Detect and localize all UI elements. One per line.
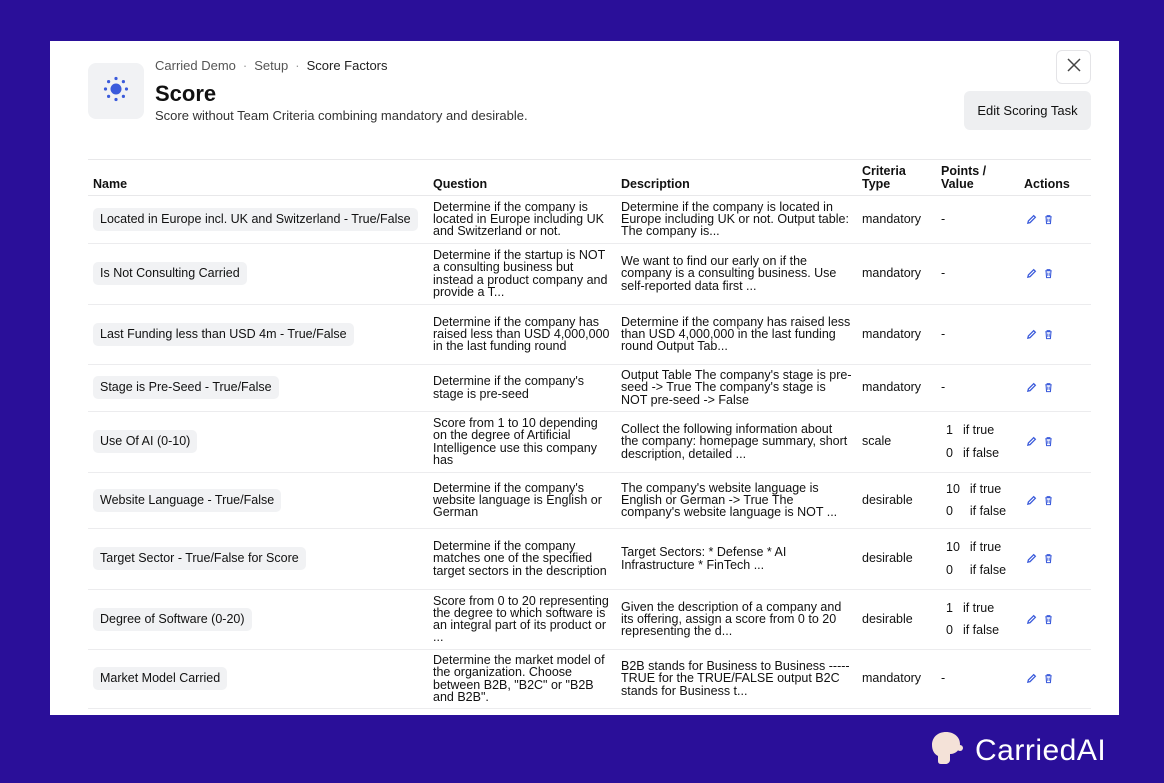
points-value (941, 602, 1014, 636)
pencil-icon[interactable] (1025, 673, 1037, 685)
factor-name[interactable]: Market Model Carried (93, 667, 227, 690)
trash-icon[interactable] (1042, 382, 1054, 394)
points-true-label: if true (962, 423, 995, 438)
trash-icon[interactable] (1042, 553, 1054, 565)
factor-description: Collect the following information about the company: homepage summary, short description, detailed ... (616, 411, 857, 472)
brand-name: CarriedAI (975, 733, 1107, 767)
factor-name[interactable]: Website Language - True/False (93, 489, 281, 512)
factor-description: Determine if the company is located in Europe including UK or not. Output table: The company is... (616, 195, 857, 243)
trash-icon[interactable] (1042, 436, 1054, 448)
table-row[interactable] (88, 304, 1091, 364)
points-true-label: if true (969, 481, 1002, 496)
factor-name[interactable]: Target Sector - True/False for Score (93, 547, 306, 570)
criteria-type: scale (857, 411, 936, 472)
criteria-type: mandatory (857, 243, 936, 304)
breadcrumb-separator: · (242, 58, 248, 73)
criteria-type: mandatory (857, 195, 936, 243)
factor-description: Output Table The company's stage is pre-seed -> True The company's stage is NOT pre-seed -> False (616, 364, 857, 411)
trash-icon[interactable] (1042, 673, 1054, 685)
factor-question: Determine if the company has raised less than USD 4,000,000 in the last funding round (428, 304, 616, 364)
points-value (941, 483, 1014, 517)
points-value (941, 541, 1014, 575)
breadcrumb-separator: · (295, 58, 300, 73)
close-button[interactable] (1056, 50, 1091, 84)
points-true-value: 1 (946, 600, 953, 615)
factor-description: Determine if the company has raised less than USD 4,000,000 in the last funding round Output Tab... (616, 304, 857, 364)
close-icon (1067, 58, 1081, 77)
table-row[interactable] (88, 243, 1091, 304)
points-value: - (936, 243, 1019, 304)
points-false-value: 0 (946, 562, 953, 577)
factor-question: Score from 0 to 20 representing the degree to which software is an integral part of its product or ... (428, 589, 616, 649)
table-row[interactable] (88, 472, 1091, 528)
task-logo (88, 63, 144, 119)
points-value: - (936, 304, 1019, 364)
page-subtitle: Score without Team Criteria combining mandatory and desirable. (155, 108, 528, 123)
breadcrumb-item-carried-demo[interactable]: Carried Demo (155, 58, 236, 73)
table-row[interactable] (88, 411, 1091, 472)
factor-question: Determine if the company is located in Europe including UK and Switzerland or not. (428, 195, 616, 243)
breadcrumb (155, 58, 388, 73)
points-false-label: if false (962, 445, 1000, 460)
trash-icon[interactable] (1042, 494, 1054, 506)
column-header-points-value: Points / Value (936, 161, 1019, 195)
trash-icon[interactable] (1042, 268, 1054, 280)
factor-description: Target Sectors: * Defense * AI Infrastructure * FinTech ... (616, 528, 857, 589)
points-false-value: 0 (946, 504, 953, 518)
factor-name[interactable]: Degree of Software (0-20) (93, 608, 252, 631)
points-false-label: if false (969, 504, 1007, 518)
points-false-label: if false (962, 623, 1000, 637)
column-header-question: Question (428, 161, 616, 195)
score-factors-panel (50, 41, 1119, 715)
points-value: - (936, 649, 1019, 708)
score-factors-table (88, 161, 1091, 709)
factor-description: B2B stands for Business to Business ----- TRUE for the TRUE/FALSE output B2C stands for Business t... (616, 649, 857, 708)
factor-name[interactable]: Stage is Pre-Seed - True/False (93, 376, 279, 399)
pencil-icon[interactable] (1025, 494, 1037, 506)
table-header-row (88, 161, 1091, 195)
points-value (941, 424, 1014, 458)
factor-name[interactable]: Located in Europe incl. UK and Switzerland - True/False (93, 208, 418, 231)
table-row[interactable] (88, 589, 1091, 649)
page-title: Score (155, 81, 217, 106)
header-divider (88, 159, 1091, 160)
points-true-value: 10 (946, 540, 960, 555)
points-true-label: if true (969, 540, 1002, 555)
factor-question: Determine if the company matches one of the specified target sectors in the description (428, 528, 616, 589)
pencil-icon[interactable] (1025, 213, 1037, 225)
criteria-type: mandatory (857, 649, 936, 708)
trash-icon[interactable] (1042, 213, 1054, 225)
pencil-icon[interactable] (1025, 613, 1037, 625)
column-header-actions: Actions (1019, 161, 1091, 195)
table-row[interactable] (88, 528, 1091, 589)
factor-question: Determine the market model of the organization. Choose between B2B, "B2C" or "B2B and B2B". (428, 649, 616, 708)
pencil-icon[interactable] (1025, 268, 1037, 280)
breadcrumb-item-setup[interactable]: Setup (254, 58, 289, 73)
factor-question: Determine if the company's stage is pre-seed (428, 364, 616, 411)
factor-question: Determine if the startup is NOT a consulting business but instead a product company and provide a T... (428, 243, 616, 304)
pencil-icon[interactable] (1025, 382, 1037, 394)
sun-burst-icon (102, 75, 130, 108)
points-true-label: if true (962, 600, 995, 615)
trash-icon[interactable] (1042, 613, 1054, 625)
factor-name[interactable]: Is Not Consulting Carried (93, 262, 247, 285)
breadcrumb-item-score-factors: Score Factors (306, 58, 388, 73)
head-chat-icon (927, 729, 965, 772)
criteria-type: desirable (857, 589, 936, 649)
column-header-name: Name (88, 161, 428, 195)
factor-name[interactable]: Last Funding less than USD 4m - True/False (93, 323, 354, 346)
points-false-label: if false (969, 562, 1007, 577)
criteria-type: desirable (857, 472, 936, 528)
pencil-icon[interactable] (1025, 553, 1037, 565)
column-header-description: Description (616, 161, 857, 195)
points-false-value: 0 (946, 445, 953, 460)
column-header-criteria-type: Criteria Type (857, 161, 936, 195)
factor-description: The company's website language is English or German -> True The company's website language is NOT ... (616, 472, 857, 528)
points-value: - (936, 195, 1019, 243)
edit-scoring-task-button[interactable]: Edit Scoring Task (964, 91, 1091, 130)
factor-description: Given the description of a company and its offering, assign a score from 0 to 20 representing the d... (616, 589, 857, 649)
pencil-icon[interactable] (1025, 436, 1037, 448)
factor-description: We want to find our early on if the company is a consulting business. Use self-reported data first ... (616, 243, 857, 304)
points-value: - (936, 364, 1019, 411)
table-row[interactable] (88, 195, 1091, 243)
points-true-value: 10 (946, 481, 960, 496)
criteria-type: mandatory (857, 304, 936, 364)
points-true-value: 1 (946, 423, 953, 438)
factor-question: Score from 1 to 10 depending on the degree of Artificial Intelligence use this company has (428, 411, 616, 472)
criteria-type: desirable (857, 528, 936, 589)
pencil-icon[interactable] (1025, 328, 1037, 340)
table-row[interactable] (88, 649, 1091, 708)
factor-question: Determine if the company's website language is English or German (428, 472, 616, 528)
factor-name[interactable]: Use Of AI (0-10) (93, 430, 197, 453)
points-false-value: 0 (946, 623, 953, 637)
trash-icon[interactable] (1042, 328, 1054, 340)
table-row[interactable] (88, 364, 1091, 411)
criteria-type: mandatory (857, 364, 936, 411)
brand-logo (927, 729, 1106, 772)
